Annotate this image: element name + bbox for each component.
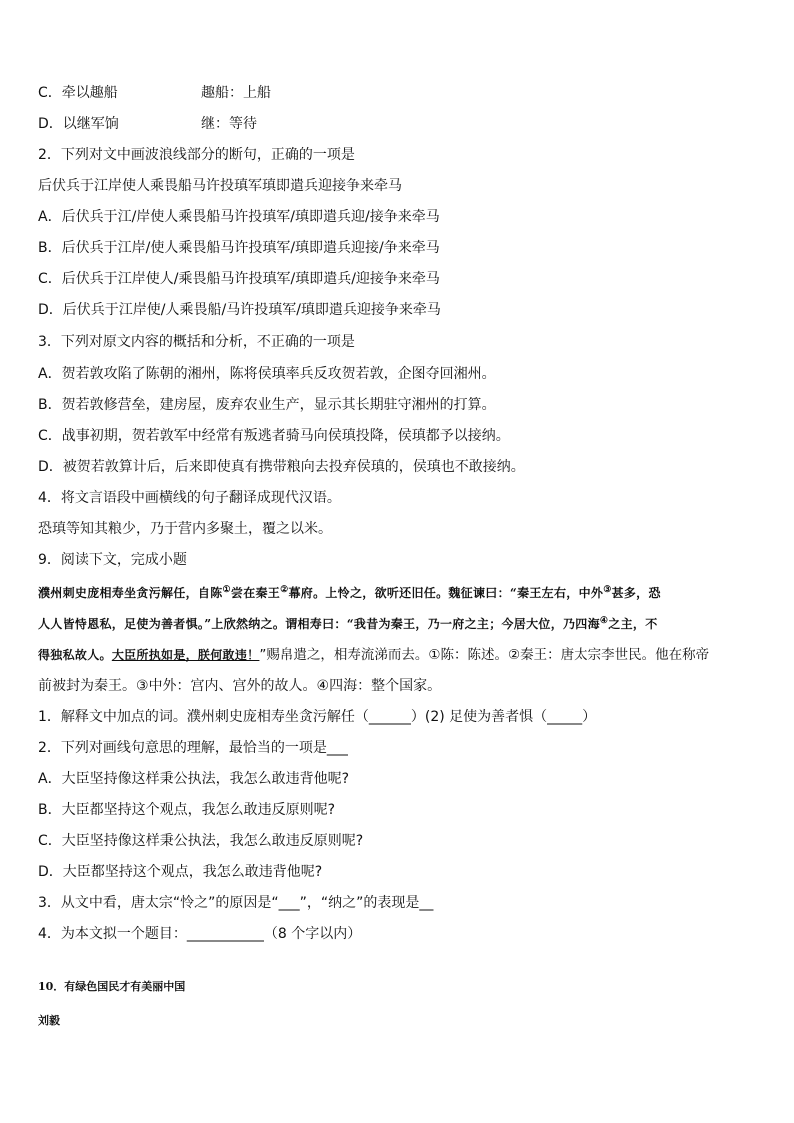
q9-sub-2-option-b: B．大臣都坚持这个观点，我怎么敢违反原则呢? bbox=[38, 802, 336, 818]
option-definition: 继：等待 bbox=[201, 116, 257, 132]
q9-sub-2-option-a: A．大臣坚持像这样秉公执法，我怎么敢违背他呢? bbox=[38, 771, 350, 787]
q4-stem: 4．将文言语段中画横线的句子翻译成现代汉语。 bbox=[38, 490, 341, 506]
option-term: D．以继军饷 bbox=[38, 116, 119, 132]
q9-sub-4: 4．为本文拟一个题目：___________（8 个字以内） bbox=[38, 926, 362, 942]
option-term: C．牵以趣船 bbox=[38, 85, 118, 101]
footnote-marker: ② bbox=[280, 585, 289, 595]
q9-sub-2: 2．下列对画线句意思的理解，最恰当的一项是___ bbox=[38, 740, 348, 756]
q9-sub-1: 1．解释文中加点的词。濮州刺史庞相寿坐贪污解任（______）(2) 足使为善者惧（_____） bbox=[38, 709, 597, 725]
passage-text: 之主，不 bbox=[608, 617, 658, 631]
q10-title: 10．有绿色国民才有美丽中国 bbox=[38, 980, 186, 993]
q3-stem: 3．下列对原文内容的概括和分析，不正确的一项是 bbox=[38, 334, 355, 350]
footnote-marker: ③ bbox=[603, 585, 612, 595]
passage-text: 幕府。上怜之，欲听还旧任。魏征谏曰：“秦王左右，中外 bbox=[288, 586, 604, 600]
q3-option-d: D．被贺若敦算计后，后来即使真有携带粮向去投弃侯瑱的，侯瑱也不敢接纳。 bbox=[38, 459, 525, 475]
q3-option-a: A．贺若敦攻陷了陈朝的湘州，陈将侯瑱率兵反攻贺若敦，企图夺回湘州。 bbox=[38, 366, 496, 382]
q9-title: 9．阅读下文，完成小题 bbox=[38, 552, 187, 568]
q9-passage-line-1 bbox=[38, 584, 661, 602]
option-d-prev bbox=[38, 115, 257, 133]
passage-text: 人人皆恃恩私，足使为善者惧。”上欣然纳之。谓相寿曰：“我昔为秦王，乃一府之主；今居大位，乃四海 bbox=[38, 617, 600, 631]
underlined-sentence: 大臣所执如是，朕何敢违！ bbox=[111, 648, 260, 662]
q2-option-a: A．后伏兵于江/岸使人乘畏船马许投瑱军/瑱即遣兵迎/接争来牵马 bbox=[38, 209, 440, 225]
q4-sentence: 恐瑱等知其粮少，乃于营内多聚土，覆之以米。 bbox=[38, 521, 332, 537]
passage-text: 尝在秦王 bbox=[230, 586, 281, 600]
q9-sub-2-option-d: D．大臣都坚持这个观点，我怎么敢违背他呢? bbox=[38, 864, 323, 880]
footnote-marker: ④ bbox=[599, 616, 609, 626]
q9-sub-2-option-c: C．大臣坚持像这样秉公执法，我怎么敢违反原则呢? bbox=[38, 833, 364, 849]
passage-text: 甚多，恐 bbox=[611, 586, 661, 600]
q9-passage-line-2 bbox=[38, 615, 658, 633]
q2-stem: 2．下列对文中画波浪线部分的断句，正确的一项是 bbox=[38, 147, 355, 163]
passage-text: 濮州刺史庞相寿坐贪污解任，自陈 bbox=[38, 586, 223, 600]
q3-option-c: C．战事初期，贺若敦军中经常有叛逃者骑马向侯瑱投降，侯瑱都予以接纳。 bbox=[38, 428, 510, 444]
q9-passage-line-3 bbox=[38, 646, 709, 664]
q9-passage-line-4: 前被封为秦王。③中外：宫内、宫外的故人。④四海：整个国家。 bbox=[38, 678, 442, 694]
passage-text: 得独私故人。 bbox=[38, 648, 112, 662]
q3-option-b: B．贺若敦修营垒，建房屋，废弃农业生产，显示其长期驻守湘州的打算。 bbox=[38, 397, 496, 413]
q9-sub-3: 3．从文中看，唐太宗“怜之”的原因是“___”，“纳之”的表现是__ bbox=[38, 895, 434, 911]
footnote-marker: ① bbox=[222, 585, 231, 595]
q2-source-text: 后伏兵于江岸使人乘畏船马许投瑱军瑱即遣兵迎接争来牵马 bbox=[38, 178, 402, 194]
q2-option-b: B．后伏兵于江岸/使人乘畏船马许投瑱军/瑱即遣兵迎接/争来牵马 bbox=[38, 240, 440, 256]
option-c-prev bbox=[38, 84, 271, 102]
passage-text: ”赐帛遣之，相寿流涕而去。①陈：陈述。②秦王：唐太宗李世民。他在称帝 bbox=[259, 647, 710, 663]
option-definition: 趣船：上船 bbox=[201, 85, 271, 101]
q2-option-d: D．后伏兵于江岸使/人乘畏船/马许投瑱军/瑱即遣兵迎接争来牵马 bbox=[38, 302, 441, 318]
q2-option-c: C．后伏兵于江岸使人/乘畏船马许投瑱军/瑱即遣兵/迎接争来牵马 bbox=[38, 271, 440, 287]
q10-author: 刘毅 bbox=[38, 1014, 60, 1027]
